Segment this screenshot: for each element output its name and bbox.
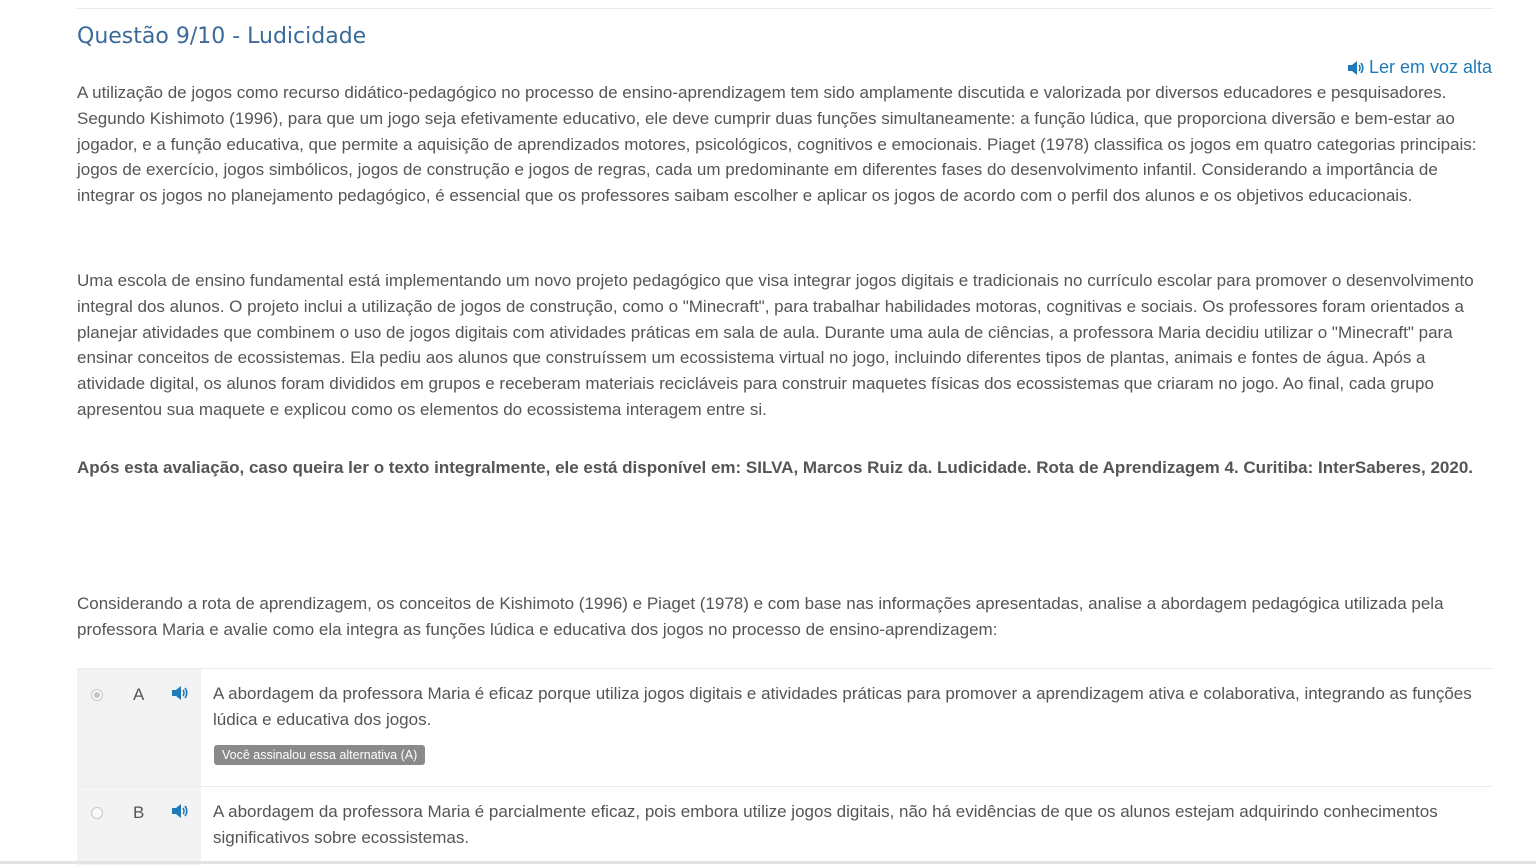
alternative-letter: B [133,803,145,822]
selected-answer-badge: Você assinalou essa alternativa (A) [214,745,425,765]
read-aloud-label: Ler em voz alta [1368,57,1492,77]
speaker-icon [1347,60,1365,76]
top-divider [77,8,1493,9]
alternative-text: A abordagem da professora Maria é parcialmente eficaz, pois embora utilize jogos digitais, não há evidências de que os alunos estejam adquirindo conhecimentos significativos sobre ecossistemas. [213,802,1438,847]
read-aloud-button[interactable] [1347,57,1492,78]
alternative-b[interactable] [77,786,1493,865]
alternative-text: A abordagem da professora Maria é eficaz porque utiliza jogos digitais e atividades práticas para promover a aprendizagem ativa e colaborativa, integrando as funções lúdica e educativa dos jogos. [213,684,1472,729]
question-paragraph-context: A utilização de jogos como recurso didático-pedagógico no processo de ensino-aprendizagem tem sido amplamente discutida e valorizada por diversos educadores e pesquisadores. Segundo Kishimoto (1996), para que um jogo seja efetivamente educativo, ele deve cumprir duas funções simultaneamente: a função lúdica, que proporciona diversão e bem-estar ao jogador, e a função educativa, que permite a aquisição de aprendizados motores, psicológicos, cognitivos e emocionais. Piaget (1978) classifica os jogos em quatro categorias principais: jogos de exercício, jogos simbólicos, jogos de construção e jogos de regras, cada um predominante em diferentes fases do desenvolvimento infantil. Considerando a importância de integrar os jogos no planejamento pedagógico, é essencial que os professores saibam escolher e aplicar os jogos de acordo com o perfil dos alunos e os objetivos educacionais. [77,83,1477,206]
question-paragraph-reference: Após esta avaliação, caso queira ler o texto integralmente, ele está disponível em: SILVA, Marcos Ruiz da. Ludicidade. Rota de Aprendizagem 4. Curitiba: InterSaberes, 2020. [77,458,1474,477]
question-paragraph-scenario: Uma escola de ensino fundamental está implementando um novo projeto pedagógico que visa integrar jogos digitais e tradicionais no currículo escolar para promover o desenvolvimento integral dos alunos. O projeto inclui a utilização de jogos de construção, como o "Minecraft", para trabalhar habilidades motoras, cognitivas e sociais. Os professores foram orientados a planejar atividades que combinem o uso de jogos digitais com atividades práticas em sala de aula. Durante uma aula de ciências, a professora Maria decidiu utilizar o "Minecraft" para ensinar conceitos de ecossistemas. Ela pediu aos alunos que construíssem um ecossistema virtual no jogo, incluindo diferentes tipos de plantas, animais e fontes de água. Após a atividade digital, os alunos foram divididos em grupos e receberam materiais recicláveis para construir maquetes físicas dos ecossistemas que criaram no jogo. Ao final, cada grupo apresentou sua maquete e explicou como os elementos do ecossistema interagem entre si. [77,271,1474,419]
radio-a-selected[interactable] [91,689,103,701]
alternative-gutter [77,787,201,865]
question-title: Questão 9/10 - Ludicidade [77,24,367,49]
question-prompt: Considerando a rota de aprendizagem, os conceitos de Kishimoto (1996) e Piaget (1978) e com base nas informações apresentadas, analise a abordagem pedagógica utilizada pela professora Maria e avalie como ela integra as funções lúdica e educativa dos jogos no processo de ensino-aprendizagem: [77,594,1444,639]
radio-b[interactable] [91,807,103,819]
speaker-icon[interactable] [171,685,189,701]
speaker-icon[interactable] [171,803,189,819]
alternative-a[interactable] [77,668,1493,786]
alternative-letter: A [133,685,145,704]
